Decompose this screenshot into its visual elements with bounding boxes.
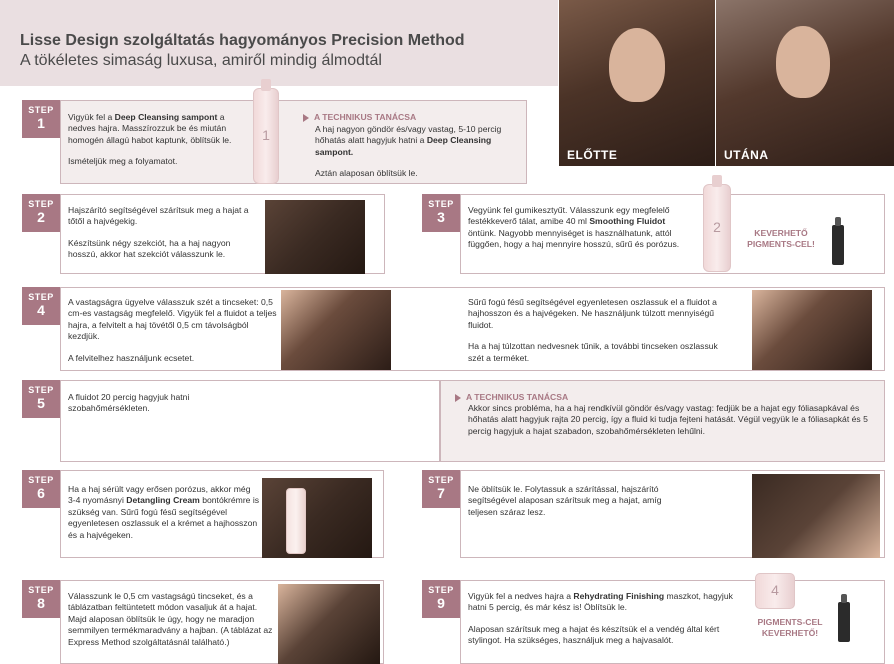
- step-2-text: Hajszárító segítségével szárítsuk meg a hajat a tőtől a hajvégekig. Készítsünk négy szekciót, ha a haj nagyon hosszú, akkor hat szekciót válasszunk le.: [68, 205, 249, 260]
- pigments-mix-label-2: PIGMENTS-CEL KEVERHETŐ!: [757, 617, 823, 638]
- step-7-text: Ne öblítsük le. Folytassuk a szárítással, hajszárító segítségével alaposan szárítsuk meg a hajat, amíg teljesen száraz lesz.: [468, 484, 662, 517]
- step-5-badge: STEP 5: [22, 380, 60, 418]
- step-4-photo-right: [752, 290, 872, 370]
- step-8-text: Válasszunk le 0,5 cm vastagságú tincseket, és a táblázatban feltüntetett módon vasaljuk át a hajat. Majd alaposan öblítsük le úgy, hogy ne maradjon semmilyen termékmaradvány a hajban. (A táblázat az Express Method szolgáltatásnál található.): [68, 591, 273, 647]
- step-1-tip-heading: A TECHNIKUS TANÁCSA: [303, 112, 416, 122]
- pigments-dropper: [832, 225, 844, 265]
- step-1-tip-text: A haj nagyon göndör és/vagy vastag, 5-10 percig hőhatás alatt hagyjuk hatni a Deep Cleansing sampont. Aztán alaposan öblítsük le.: [315, 124, 502, 179]
- page-subtitle: A tökéletes simaság luxusa, amiről mindig álmodtál: [20, 52, 382, 69]
- step-6-badge: STEP 6: [22, 470, 60, 508]
- smoothing-fluid-bottle: 2: [703, 184, 731, 272]
- before-photo: [559, 0, 715, 166]
- pigments-mix-label: KEVERHETŐ PIGMENTS-CEL!: [747, 228, 815, 249]
- step-2-photo: [265, 200, 365, 274]
- step-8-photo: [278, 584, 380, 664]
- step-5-text: A fluidot 20 percig hagyjuk hatni szobahőmérsékleten.: [68, 392, 190, 414]
- step-3-text: Vegyünk fel gumikesztyűt. Válasszunk egy megfelelő festékkeverő tálat, amibe 40 ml Smoothing Fluidot öntünk. Nagyobb mennyiséget is használhatunk, attól függően, hogy a haj mennyire hosszú, sűrű és porózus.: [468, 205, 680, 250]
- step-3-badge: STEP 3: [422, 194, 460, 232]
- before-label: ELŐTTE: [567, 148, 618, 162]
- page-title: Lisse Design szolgáltatás hagyományos Precision Method: [20, 32, 465, 49]
- rehydrating-mask-jar: 4: [755, 573, 795, 609]
- step-9-text: Vigyük fel a nedves hajra a Rehydrating Finishing maszkot, hagyjuk hatni 5 percig, és már kész is! Öblítsük le. Alaposan szárítsuk meg a hajat és készítsük el a vendég által kért stylingot. Ha szükséges, használjuk meg a hajvasalót.: [468, 591, 733, 646]
- step-9-badge: STEP 9: [422, 580, 460, 618]
- step-4-badge: STEP 4: [22, 287, 60, 325]
- step-6-text: Ha a haj sérült vagy erősen porózus, akkor még 3-4 nyomásnyi Detangling Cream bontókrémre is szükség van. Sűrű fogú fésű segítségével egyenletesen oszlassuk el a krémet a hajhosszon és a hajvégeken.: [68, 484, 260, 540]
- step-5-tip-heading: A TECHNIKUS TANÁCSA: [455, 392, 568, 402]
- step-4-photo-left: [281, 290, 391, 370]
- step-7-photo: [752, 474, 880, 558]
- step-8-badge: STEP 8: [22, 580, 60, 618]
- step-4-text-right: Sűrű fogú fésű segítségével egyenletesen oszlassuk el a fluidot a hajhosszon és a hajvégeken. Ne használjunk túlzott mennyiségű fluidot. Ha a haj túlzottan nedvesnek tűnik, a további tincseken oszlassuk szét a terméket.: [468, 297, 718, 363]
- step-5-tip-text: Akkor sincs probléma, ha a haj rendkívül göndör és/vagy vastag: fedjük be a hajat egy fóliasapkával és hőhatás alatt hagyjuk rajta 20 percig, így a fluid ki tudja fejteni hatását. Végül vegyük le a fóliasapkát és 5 percig hagyjuk a hajat szabadon, szobahőmérsékleten lehűlni.: [468, 403, 868, 436]
- after-photo: [716, 0, 894, 166]
- deep-cleansing-bottle: 1: [253, 88, 279, 184]
- step-4-text-left: A vastagságra ügyelve válasszuk szét a tincseket: 0,5 cm-es vastagság megfelelő. Vigyük fel a fluidot a teljes hajra, a felvitelt a haj tövétől 0,5 cm távolságból kezdjük. A felvitelhez használjunk ecsetet.: [68, 297, 277, 363]
- after-label: UTÁNA: [724, 148, 769, 162]
- step-1-text: Vigyük fel a Deep Cleansing sampont a nedves hajra. Masszírozzuk be és miután homogén állagú habot kaptunk, öblítsük le. Ismételjük meg a folyamatot.: [68, 112, 232, 167]
- step-2-badge: STEP 2: [22, 194, 60, 232]
- pigments-dropper-2: [838, 602, 850, 642]
- step-6-photo: [262, 478, 372, 558]
- detangling-cream-tube: [286, 488, 306, 554]
- step-1-badge: STEP 1: [22, 100, 60, 138]
- step-7-badge: STEP 7: [422, 470, 460, 508]
